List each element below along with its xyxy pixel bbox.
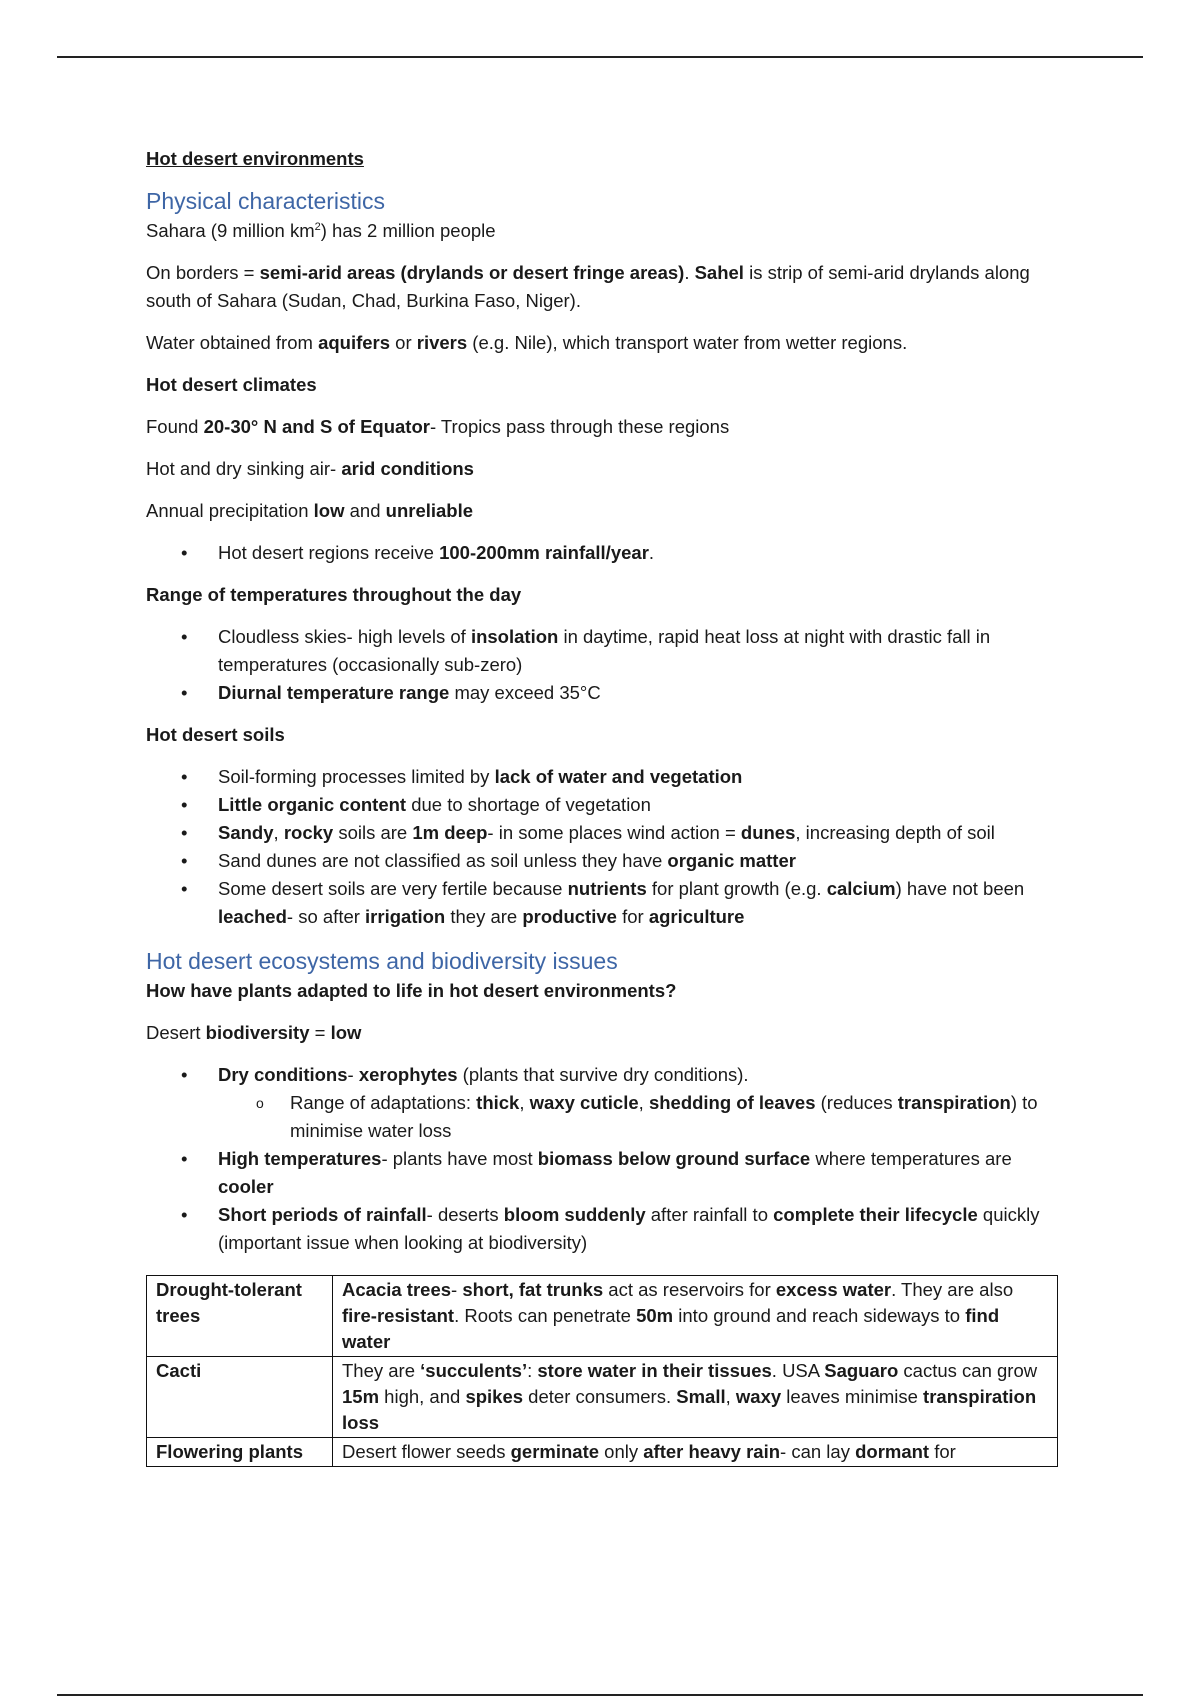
biodiversity-paragraph: Desert biodiversity = low [146,1022,362,1043]
table-row [147,1276,1058,1357]
table-cell-description: They are ‘succulents’: store water in their tissues. USA Saguaro cactus can grow 15m high, and spikes deter consumers. Small, waxy leaves minimise transpiration loss [333,1357,1058,1438]
heading-physical-characteristics: Physical characteristics [146,188,386,214]
table-row [147,1438,1058,1467]
list-item: • Dry conditions- xerophytes (plants that survive dry conditions). o Range of adaptations: thick, waxy cuticle, shedding of leaves (reduces transpiration) to minimise water loss [146,1061,1066,1145]
soils-list [146,763,1066,931]
list-item: • Sand dunes are not classified as soil unless they have organic matter [146,847,1066,875]
page-bottom-rule [57,1694,1143,1696]
heading-climates: Hot desert climates [146,374,317,395]
borders-paragraph: On borders = semi-arid areas (drylands or desert fringe areas). Sahel is strip of semi-arid drylands along south of Sahara (Sudan, Chad, Burkina Faso, Niger). [146,262,1030,311]
table-cell-description: Desert flower seeds germinate only after heavy rain- can lay dormant for [333,1438,1058,1467]
rainfall-list [146,539,1066,567]
list-item: • Some desert soils are very fertile because nutrients for plant growth (e.g. calcium) have not been leached- so after irrigation they are productive for agriculture [146,875,1066,931]
sinking-air-paragraph: Hot and dry sinking air- arid conditions [146,458,474,479]
table-cell-name: Cacti [147,1357,333,1438]
table-cell-name: Drought-tolerant trees [147,1276,333,1357]
page-title: Hot desert environments [146,148,364,169]
page-top-rule [57,56,1143,58]
document-body [146,145,1066,1467]
list-item: • Cloudless skies- high levels of insolation in daytime, rapid heat loss at night with drastic fall in temperatures (occasionally sub-zero) [146,623,1066,679]
found-paragraph: Found 20-30° N and S of Equator- Tropics pass through these regions [146,416,730,437]
adaptations-list [146,1061,1066,1257]
temperature-list [146,623,1066,707]
list-item: • Hot desert regions receive 100-200mm rainfall/year. [146,539,1066,567]
plants-table [146,1275,1058,1467]
list-item: o Range of adaptations: thick, waxy cuticle, shedding of leaves (reduces transpiration) to minimise water loss [146,1089,1066,1145]
heading-soils: Hot desert soils [146,724,285,745]
table-row [147,1357,1058,1438]
heading-ecosystems: Hot desert ecosystems and biodiversity issues [146,948,618,974]
table-cell-description: Acacia trees- short, fat trunks act as reservoirs for excess water. They are also fire-resistant. Roots can penetrate 50m into ground and reach sideways to find water [333,1276,1058,1357]
list-item: • Little organic content due to shortage of vegetation [146,791,1066,819]
sahara-line: Sahara (9 million $km^2$) has 2 million people [146,220,496,241]
list-item: • Soil-forming processes limited by lack of water and vegetation [146,763,1066,791]
adaptations-sublist [218,1089,1066,1145]
table-cell-name: Flowering plants [147,1438,333,1467]
list-item: • Short periods of rainfall- deserts bloom suddenly after rainfall to complete their lifecycle quickly (important issue when looking at biodiversity) [146,1201,1066,1257]
question-heading: How have plants adapted to life in hot desert environments? [146,980,677,1001]
list-item: • Sandy, rocky soils are 1m deep- in some places wind action = dunes, increasing depth of soil [146,819,1066,847]
water-paragraph: Water obtained from aquifers or rivers (e.g. Nile), which transport water from wetter regions. [146,332,908,353]
precipitation-paragraph: Annual precipitation low and unreliable [146,500,474,521]
heading-temperature-range: Range of temperatures throughout the day [146,584,522,605]
list-item: • Diurnal temperature range may exceed 35°C [146,679,1066,707]
list-item: • High temperatures- plants have most biomass below ground surface where temperatures are cooler [146,1145,1066,1201]
